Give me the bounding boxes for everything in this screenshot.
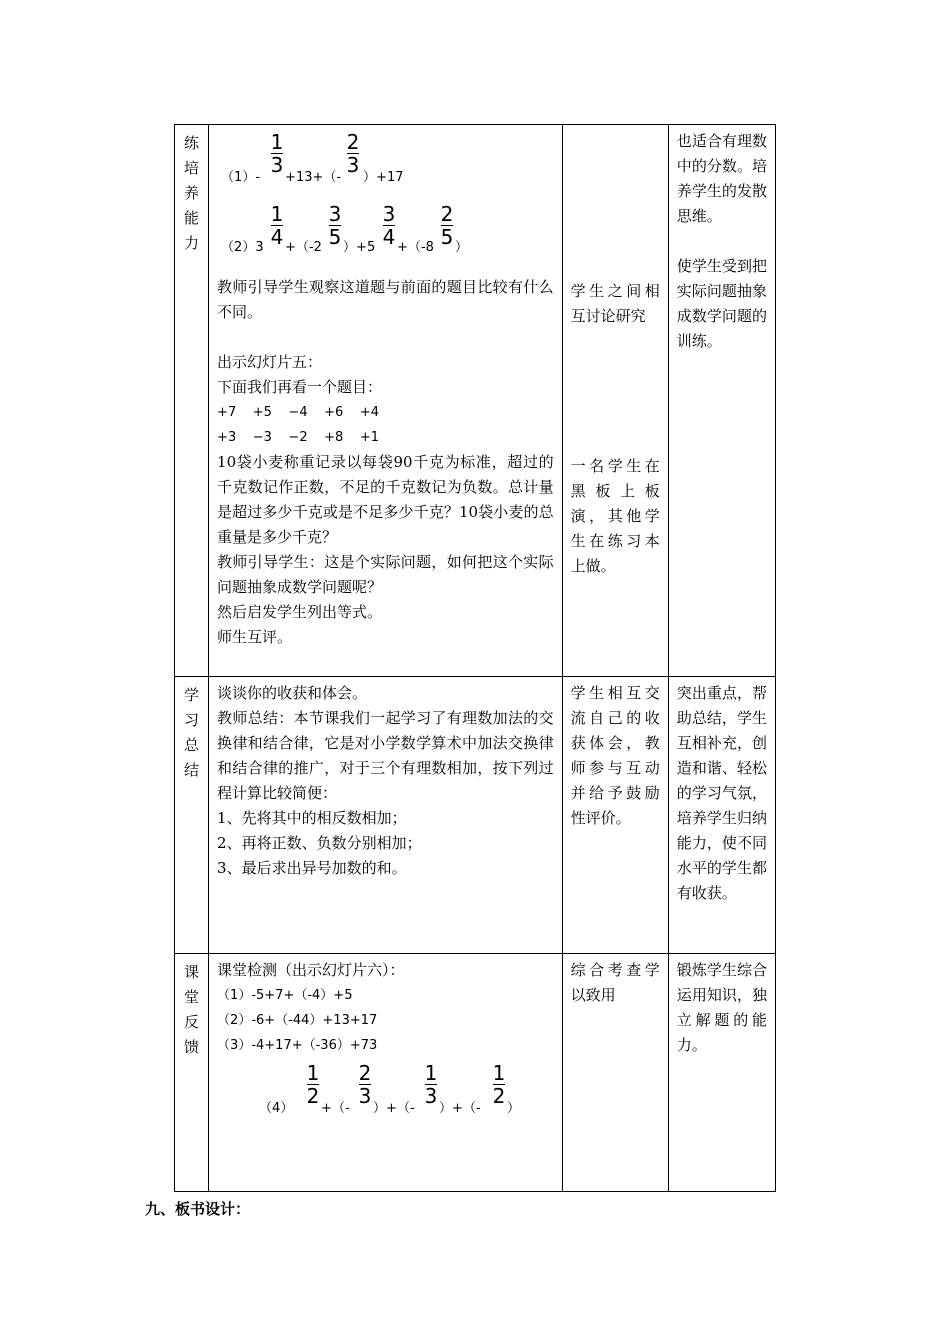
- content-cell-feedback: [209, 954, 563, 1192]
- student-activity-text: 综合考查学以致用: [570, 961, 660, 1004]
- fraction: 1 2: [492, 1061, 506, 1108]
- student-activity-cell: [562, 954, 668, 1192]
- label-char: 学: [184, 686, 200, 704]
- slide5-intro: 下面我们再看一个题目：: [217, 378, 383, 396]
- exercise-text: +（-2: [285, 240, 322, 255]
- label-char: 堂: [184, 988, 200, 1006]
- weight-numbers-row-2: +3 −3 −2 +8 +1: [217, 430, 379, 445]
- summary-text: 谈谈你的收获和体会。: [217, 684, 368, 702]
- design-intent-cell: [668, 125, 775, 677]
- design-intent-text: 突出重点，帮助总结，学生互相补充，创造和谐、轻松的学习气氛，培养学生归纳能力，使不同水平的学生都有收获。: [676, 684, 767, 902]
- quiz-question: （1）-5+7+（-4）+5: [217, 988, 353, 1003]
- label-char: 能: [184, 209, 200, 227]
- summary-text: 教师总结：本节课我们一起学习了有理数加法的交换律和结合律，它是对小学数学算术中加法交换律和结合律的推广，对于三个有理数相加，按下列过程计算比较简便：: [217, 709, 554, 802]
- fraction: 1 2: [306, 1061, 320, 1108]
- table-row-summary: [175, 677, 776, 954]
- guide-text: 师生互评。: [217, 628, 293, 646]
- section-heading: 九、板书设计：: [145, 1200, 251, 1218]
- row-label-summary: [175, 677, 209, 954]
- design-intent-cell: [668, 677, 775, 954]
- exercise-2: [217, 199, 554, 261]
- label-char: 结: [184, 761, 200, 779]
- table-row-practice: [175, 125, 776, 677]
- exercise-text: +（-8: [397, 240, 434, 255]
- design-intent-cell: [668, 954, 775, 1192]
- exercise-text: （2）3: [221, 240, 264, 255]
- row-label-practice: [175, 125, 209, 677]
- summary-step: 3、最后求出异号加数的和。: [217, 859, 407, 877]
- design-intent-text: 锻炼学生综合运用知识，独立解题的能力。: [676, 961, 767, 1054]
- design-intent-text: 使学生受到把实际问题抽象成数学问题的训练。: [676, 257, 767, 350]
- quiz-text: +（-: [321, 1101, 350, 1116]
- label-char: 练: [184, 134, 200, 152]
- fraction: 2 5: [440, 202, 454, 249]
- student-activity-cell: [562, 125, 668, 677]
- quiz-title: 课堂检测（出示幻灯片六）：: [217, 961, 405, 979]
- label-char: 课: [184, 963, 200, 981]
- problem-text: 10袋小麦称重记录以每袋90千克为标准，超过的千克数记作正数，不足的千克数记为负数。总计量是超过多少千克或是不足多少千克？10袋小麦的总重量是多少千克？: [217, 453, 554, 546]
- quiz-text: ）: [507, 1101, 521, 1116]
- exercise-1: [217, 129, 554, 199]
- student-activity-text: 学生之间相互讨论研究: [570, 282, 660, 325]
- fraction: 2 3: [346, 130, 360, 177]
- exercise-text: ）: [455, 240, 469, 255]
- exercise-text: +13+（-: [285, 170, 342, 185]
- table-row-feedback: [175, 954, 776, 1192]
- summary-step: 2、再将正数、负数分别相加；: [217, 834, 422, 852]
- quiz-text: （4）: [259, 1101, 294, 1116]
- label-char: 总: [184, 736, 200, 754]
- label-char: 养: [184, 184, 200, 202]
- fraction: 3 5: [328, 202, 342, 249]
- teacher-guide-text: 教师引导学生观察这道题与前面的题目比较有什么不同。: [217, 278, 554, 321]
- exercise-text: （1）-: [221, 170, 261, 185]
- quiz-text: ）+（-: [439, 1101, 481, 1116]
- quiz-text: ）+（-: [373, 1101, 415, 1116]
- quiz-question-4: [217, 1058, 554, 1118]
- row-label-feedback: [175, 954, 209, 1192]
- label-char: 力: [184, 234, 200, 252]
- exercise-text: ）+17: [363, 170, 404, 185]
- label-char: 培: [184, 159, 200, 177]
- student-activity-cell: [562, 677, 668, 954]
- fraction: 1 4: [270, 202, 284, 249]
- design-intent-text: 也适合有理数中的分数。培养学生的发散思维。: [676, 132, 767, 225]
- student-activity-text: 一名学生在黑板上板演，其他学生在练习本上做。: [570, 457, 660, 575]
- label-char: 馈: [184, 1038, 200, 1056]
- fraction: 2 3: [358, 1061, 372, 1108]
- summary-step: 1、先将其中的相反数相加；: [217, 809, 407, 827]
- quiz-question: （2）-6+（-44）+13+17: [217, 1013, 378, 1028]
- content-cell-practice: [209, 125, 563, 677]
- label-char: 习: [184, 711, 200, 729]
- content-cell-summary: [209, 677, 563, 954]
- label-char: 反: [184, 1013, 200, 1031]
- lesson-table: [174, 124, 776, 1192]
- slide5-title: 出示幻灯片五：: [217, 353, 323, 371]
- student-activity-text: 学生相互交流自己的收获体会，教师参与互动并给予鼓励性评价。: [570, 684, 660, 827]
- fraction: 3 4: [382, 202, 396, 249]
- weight-numbers-row-1: +7 +5 −4 +6 +4: [217, 405, 379, 420]
- fraction: 1 3: [270, 130, 284, 177]
- guide-text: 然后启发学生列出等式。: [217, 603, 383, 621]
- exercise-text: ）+5: [343, 240, 376, 255]
- quiz-question: （3）-4+17+（-36）+73: [217, 1038, 378, 1053]
- guide-text: 教师引导学生：这是个实际问题，如何把这个实际问题抽象成数学问题呢？: [217, 553, 554, 596]
- fraction: 1 3: [424, 1061, 438, 1108]
